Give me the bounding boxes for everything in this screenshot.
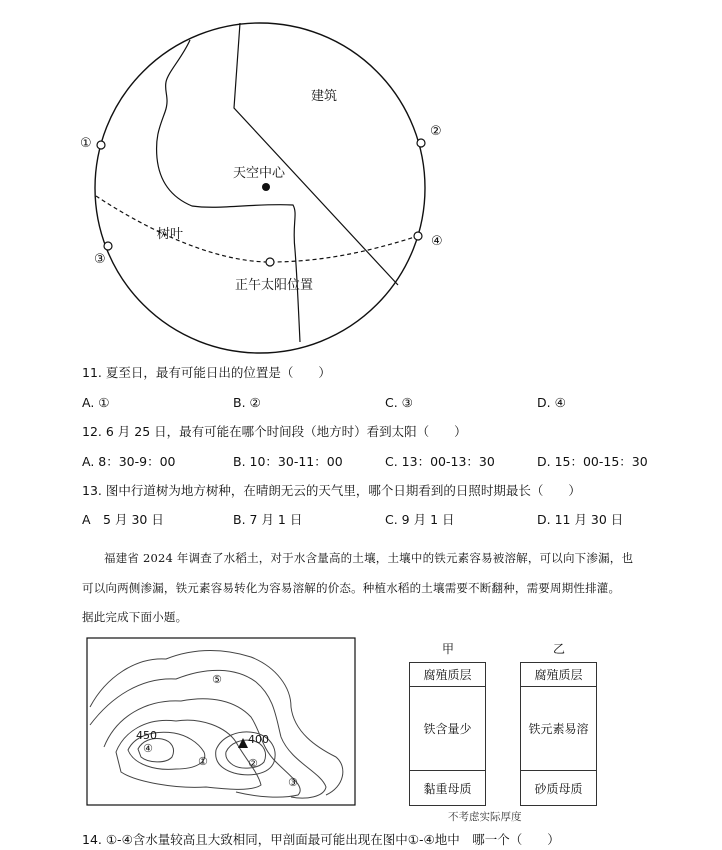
jia-layer-middle: 铁含量少: [410, 687, 485, 771]
jia-layer-humus: 腐殖质层: [410, 663, 485, 687]
yi-layer-humus: 腐殖质层: [521, 663, 596, 687]
map-point-2: ②: [248, 757, 258, 770]
marker-4-point: [414, 232, 422, 240]
sky-center-dot: [262, 183, 270, 191]
profile-yi: [520, 662, 597, 806]
q12-option-d[interactable]: D. 15：00-15：30: [537, 454, 648, 469]
passage-line-3: 据此完成下面小题。: [82, 610, 188, 624]
marker-3-point: [104, 242, 112, 250]
q11-option-c[interactable]: C. ③: [385, 395, 413, 410]
profile-jia: [409, 662, 486, 806]
q12-option-a[interactable]: A. 8：30-9：00: [82, 454, 176, 469]
q12-option-b[interactable]: B. 10：30-11：00: [233, 454, 343, 469]
label-leaves: 树叶: [157, 227, 184, 242]
building-edge: [234, 23, 398, 285]
contour-label-400: 400: [248, 733, 269, 746]
q13-option-c[interactable]: C. 9 月 1 日: [385, 512, 455, 527]
contour-map: [86, 637, 356, 807]
map-point-3: ③: [288, 776, 298, 789]
label-building: 建筑: [311, 89, 338, 104]
marker-3-label: ③: [94, 252, 106, 267]
label-noon-sun: 正午太阳位置: [235, 278, 314, 293]
marker-1-point: [97, 141, 105, 149]
yi-layer-parent: 砂质母质: [534, 781, 583, 796]
yi-layer-middle: 铁元素易溶: [521, 687, 596, 771]
q12-option-c[interactable]: C. 13：00-13：30: [385, 454, 495, 469]
peak-triangle-icon: [238, 738, 248, 748]
sky-circle: [95, 23, 425, 353]
q13-option-d[interactable]: D. 11 月 30 日: [537, 512, 624, 527]
question-12: 12. 6 月 25 日，最有可能在哪个时间段（地方时）看到太阳（ ）: [82, 424, 467, 439]
marker-2-label: ②: [430, 124, 442, 139]
q13-option-a[interactable]: A 5 月 30 日: [82, 512, 164, 527]
marker-2-point: [417, 139, 425, 147]
q13-option-b[interactable]: B. 7 月 1 日: [233, 512, 303, 527]
profile-note: 不考虑实际厚度: [448, 811, 522, 823]
profile-yi-title: 乙: [553, 642, 566, 656]
contour-label-450: 450: [136, 729, 157, 742]
passage-line-2: 可以向两侧渗漏，铁元素容易转化为容易溶解的价态。种植水稻的土壤需要不断翻种，需要周期性排灌。: [82, 581, 621, 595]
tree-boundary: [157, 40, 300, 342]
map-point-1: ①: [198, 755, 208, 768]
q11-option-a[interactable]: A. ①: [82, 395, 110, 410]
question-14: 14. ①-④含水量较高且大致相同，甲剖面最可能出现在图中①-④地中 哪一个（ ）: [82, 832, 560, 847]
q11-option-d[interactable]: D. ④: [537, 395, 566, 410]
jia-layer-parent: 黏重母质: [423, 781, 472, 796]
map-point-4: ④: [143, 742, 153, 755]
sun-path: [96, 196, 418, 262]
marker-1-label: ①: [80, 136, 92, 151]
marker-4-label: ④: [431, 234, 443, 249]
question-13: 13. 图中行道树为地方树种，在晴朗无云的天气里，哪个日期看到的日照时期最长（ ）: [82, 483, 581, 498]
question-11: 11. 夏至日，最有可能日出的位置是（ ）: [82, 365, 331, 380]
q11-option-b[interactable]: B. ②: [233, 395, 261, 410]
sky-view-figure: [0, 0, 722, 360]
profile-jia-title: 甲: [442, 642, 455, 656]
passage-line-1: 福建省 2024 年调查了水稻土，对于水含量高的土壤，土壤中的铁元素容易被溶解，可以向下渗漏，也: [104, 551, 634, 565]
noon-sun-marker: [266, 258, 274, 266]
label-sky-center: 天空中心: [233, 166, 286, 181]
map-point-5: ⑤: [212, 673, 222, 686]
